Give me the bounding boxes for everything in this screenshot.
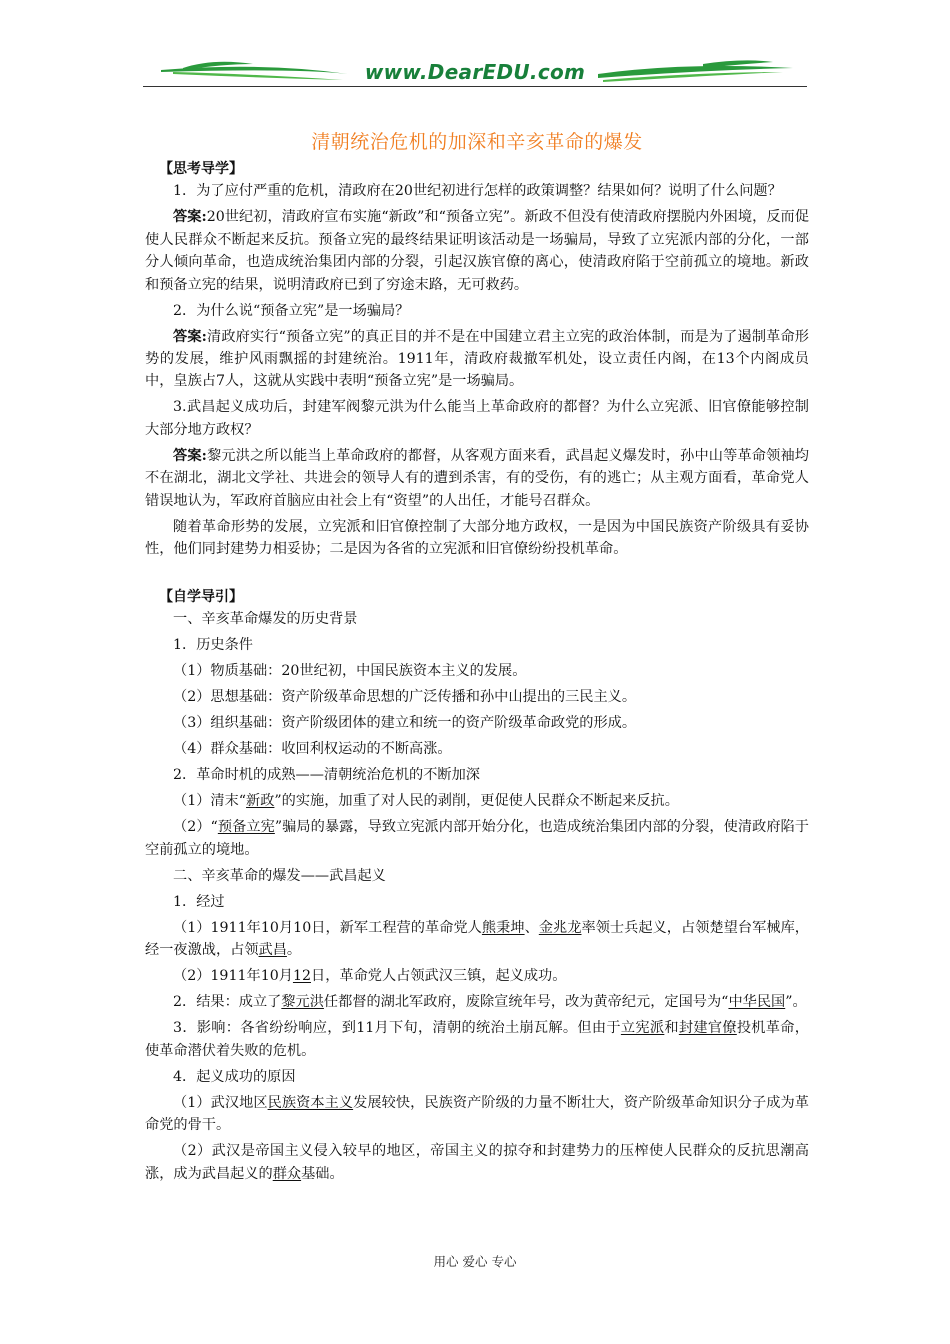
condition-organization: （3）组织基础：资产阶级团体的建立和统一的资产阶级革命政党的形成。 [173,715,637,732]
answer-label: 答案: [173,209,207,226]
underlined-term: 金兆龙 [538,919,582,936]
answer-1 [145,206,809,296]
timing-new-policy: （1）清末“新政”的实施，加重了对人民的剥削，更促使人民群众不断起来反抗。 [173,793,679,810]
site-logo-text: www.DearEDU.com [364,60,586,84]
timing-constitution: （2）“预备立宪”骗局的暴露，导致立宪派内部开始分化，也造成统治集团内部的分裂，使清政府陷于空前孤立的境地。 [145,819,809,858]
answer-label: 答案: [173,328,207,345]
underlined-term: 立宪派 [620,1020,665,1037]
answer-label: 答案: [173,447,207,464]
underlined-term: 黎元洪 [281,994,324,1011]
underlined-term: 武昌 [258,942,287,959]
header-divider [143,86,807,87]
subheading-reasons: 4．起义成功的原因 [173,1068,296,1085]
reason-1: （1）武汉地区民族资本主义发展较快，民族资产阶级的力量不断壮大，资产阶级革命知识分子成为革命党的骨干。 [145,1094,809,1134]
subheading-timing: 2．革命时机的成熟——清朝统治危机的不断加深 [173,767,480,784]
underlined-term: 12 [292,968,311,985]
subheading-conditions: 1．历史条件 [173,637,253,654]
answer-2 [145,326,809,393]
document-body [145,128,809,1189]
page-footer: 用心 爱心 专心 [433,1254,517,1269]
site-header-banner [143,58,807,90]
process-uprising: （1）1911年10月10日，新军工程营的革命党人熊秉坤、金兆龙率领士兵起义，占领楚望台军械库，经一夜激战，占领武昌。 [145,919,809,959]
question-1: 1．为了应付严重的危机，清政府在20世纪初进行怎样的政策调整？结果如何？说明了什么问题？ [173,183,782,200]
underlined-term: 中华民国 [728,994,786,1011]
influence: 3．影响：各省纷纷响应，到11月下旬，清朝的统治土崩瓦解。但由于立宪派和封建官僚投机革命，使革命潜伏着失败的危机。 [145,1020,809,1059]
underlined-term: 群众 [272,1165,302,1182]
condition-ideology: （2）思想基础：资产阶级革命思想的广泛传播和孙中山提出的三民主义。 [173,689,637,706]
page-title: 清朝统治危机的加深和辛亥革命的爆发 [311,131,643,153]
reason-2: （2）武汉是帝国主义侵入较早的地区，帝国主义的掠夺和封建势力的压榨使人民群众的反抗思潮高涨，成为武昌起义的群众基础。 [145,1143,809,1182]
section-heading-thinking: 【思考导学】 [159,161,243,177]
section-heading-selfstudy: 【自学导引】 [159,589,243,606]
underlined-term: 新政 [246,793,275,810]
answer-3-continued: 随着革命形势的发展，立宪派和旧官僚控制了大部分地方政权，一是因为中国民族资产阶级具有妥协性，他们同封建势力相妥协；二是因为各省的立宪派和旧官僚纷纷投机革命。 [145,518,809,558]
underlined-term: 熊秉坤 [481,919,525,936]
underlined-term: 预备立宪 [217,819,275,836]
answer-1-text: 20世纪初，清政府宣布实施“新政”和“预备立宪”。新政不但没有使清政府摆脱内外困境，反而促使人民群众不断起来反抗。预备立宪的最终结果证明该活动是一场骗局，导致了立宪派内部的分化，一部分人倾向革命，也造成统治集团内部的分裂，引起汉族官僚的离心，使清政府陷于空前孤立的境地。新政和预备立宪的结果，说明清政府已到了穷途末路，无可救药。 [145,209,809,293]
part-1-heading: 一、辛亥革命爆发的历史背景 [173,611,358,628]
part-2-heading: 二、辛亥革命的爆发——武昌起义 [173,867,386,884]
answer-3-text: 黎元洪之所以能当上革命政府的都督，从客观方面来看，武昌起义爆发时，孙中山等革命领袖均不在湖北，湖北文学社、共进会的领导人有的遭到杀害，有的受伤，有的逃亡；从主观方面看，革命党人错误地认为，军政府首脑应由社会上有“资望”的人出任，才能号召群众。 [145,447,809,509]
condition-material: （1）物质基础：20世纪初，中国民族资本主义的发展。 [173,663,527,680]
answer-2-text: 清政府实行“预备立宪”的真正目的并不是在中国建立君主立宪的政治体制，而是为了遏制革命形势的发展，维护风雨飘摇的封建统治。1911年，清政府裁撤军机处，设立责任内阁，在13个内阁成员中，皇族占7人，这就从实践中表明“预备立宪”是一场骗局。 [145,328,809,390]
condition-masses: （4）群众基础：收回利权运动的不断高涨。 [173,741,452,758]
underlined-term: 封建官僚 [678,1020,737,1037]
result: 2．结果：成立了黎元洪任都督的湖北军政府，废除宣统年号，改为黄帝纪元，定国号为“中华民国”。 [173,994,807,1011]
question-3: 3.武昌起义成功后，封建军阀黎元洪为什么能当上革命政府的都督？为什么立宪派、旧官僚能够控制大部分地方政权？ [145,399,809,438]
question-2: 2．为什么说“预备立宪”是一场骗局？ [173,302,410,319]
underlined-term: 民族资本主义 [267,1094,354,1111]
answer-3 [145,445,809,512]
subheading-process: 1．经过 [173,893,225,910]
process-success: （2）1911年10月12日，革命党人占领武汉三镇，起义成功。 [173,968,567,985]
